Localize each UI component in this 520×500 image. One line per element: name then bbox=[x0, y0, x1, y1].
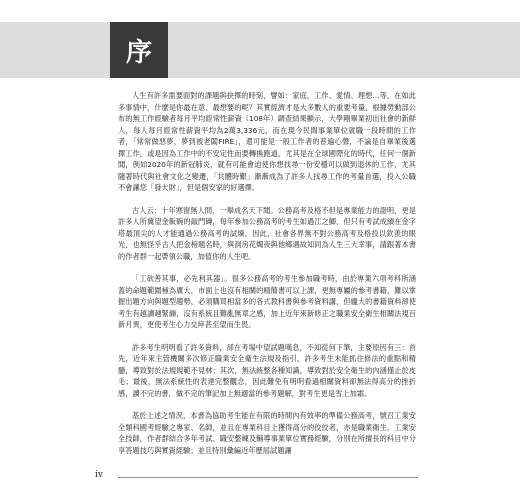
preface-body bbox=[118, 90, 416, 467]
paragraph: 基於上述之情況，本書為協助考生能在有限的時間內有效率的準備公務高考，號召工業安全類科國考經驗之專家、名師，並且在專業科目上獲得高分的佼佼者，亦是職業衛生、工業安全技師，作者群結合多年考試、職安整練及輔導事業單位實務經驗，分別在所擅長的科目中分享答題技巧與實資經驗；並且特別彙編近年歷屆試題讓 bbox=[118, 411, 416, 455]
paragraph: 許多考生明明看了許多資料，卻在考場中望試題嘆息，不知從何下筆，主要原因有三：首先，近年來主管機關多次修正職業安全衛生法規及指引，許多考生未能抓住修法的重點和精髓，導致對於法規規範不見林；其次，無法統整各種知識，導致對於安全衛生的內涵僅止於皮毛；最後，無法系統性的表達完整觀念，因此難免有明明看過相關資料卻無法得高分的挫折感，讀不完的書，做不完的筆記加上無適當的參考題解，對考生更是雪上加霜。 bbox=[118, 342, 416, 398]
paragraph: 「工欲善其事，必先利其器」。很多公務高考的考生參加職考時，由於專業六項考科所涵蓋的命題範圍極為廣大，市面上也沒有相關的精簡書可以上課，更無專屬的參考書籍，難以掌握出題方向與題型趨勢，必須購買相當多的各式教科書與參考資料講，但龐大的書籍資料卻使考生有越讀越緊繃，沒有系統且難亂無章之感，加上近年來新修正之職業安全衛生相關法規百新月異，更使考生心力交瘁甚至望而生畏。 bbox=[118, 274, 416, 329]
paragraph: 人生有許多需要面對的課題與抉擇的時刻，譬如：家庭、工作、愛情、理想…等，在如此多事情中，什麼是你最在意、最想要的呢？其實經濟才是大多數人的重要考量，根據勞動部公布的無工作經驗者每月平均經常性薪資（108年）調查結果顯示，大學剛畢業初出社會的新鮮人，每人每月經常性薪資平均為2萬3,336元，而在現今民間事業單位就職一段時間的工作者，「常常做惡夢，夢到被老闆FIRE」，還可能是一般工作者的普遍心聲，不論是自畢業後選擇工作，或是因為工作中的不安定性而要轉換跑道，尤其是在全球國際化的時代，任何一個新聞，例如2020年的新冠肺炎，就有可能會迫使你想找尋一份安穩可以做到退休的工作，尤其隨著時代與社會文化之變遷，「共體時艱」漸漸成為了許多人找尋工作的考量首選，投入公職不會讓您「發大財」，但是個安家的好選擇。 bbox=[118, 91, 416, 192]
paragraph: 古人云：十年寒窗無人問，一舉成名天下聞。公務高考及格不但是專業能力的證明，更是許多人所冀望金飯碗的敲門磚，每年參加公務高考的考生如過江之鯽，但只有考試成績在金字塔最頂尖的人才能通過公務高考的試煉，因此，社會各界無不對公務高考及格投以欽羨的眼光，也無怪乎古人把金榜題名時，與洞房花燭夜與他鄉遇故知同為人生三大幸事，請跟著本書的作者群一起帶領公職，加值你的人生吧。 bbox=[118, 205, 416, 261]
page-number: iv bbox=[95, 470, 103, 480]
page-title: 序 bbox=[110, 22, 168, 78]
footer-divider bbox=[118, 477, 418, 478]
header-band bbox=[0, 22, 520, 78]
